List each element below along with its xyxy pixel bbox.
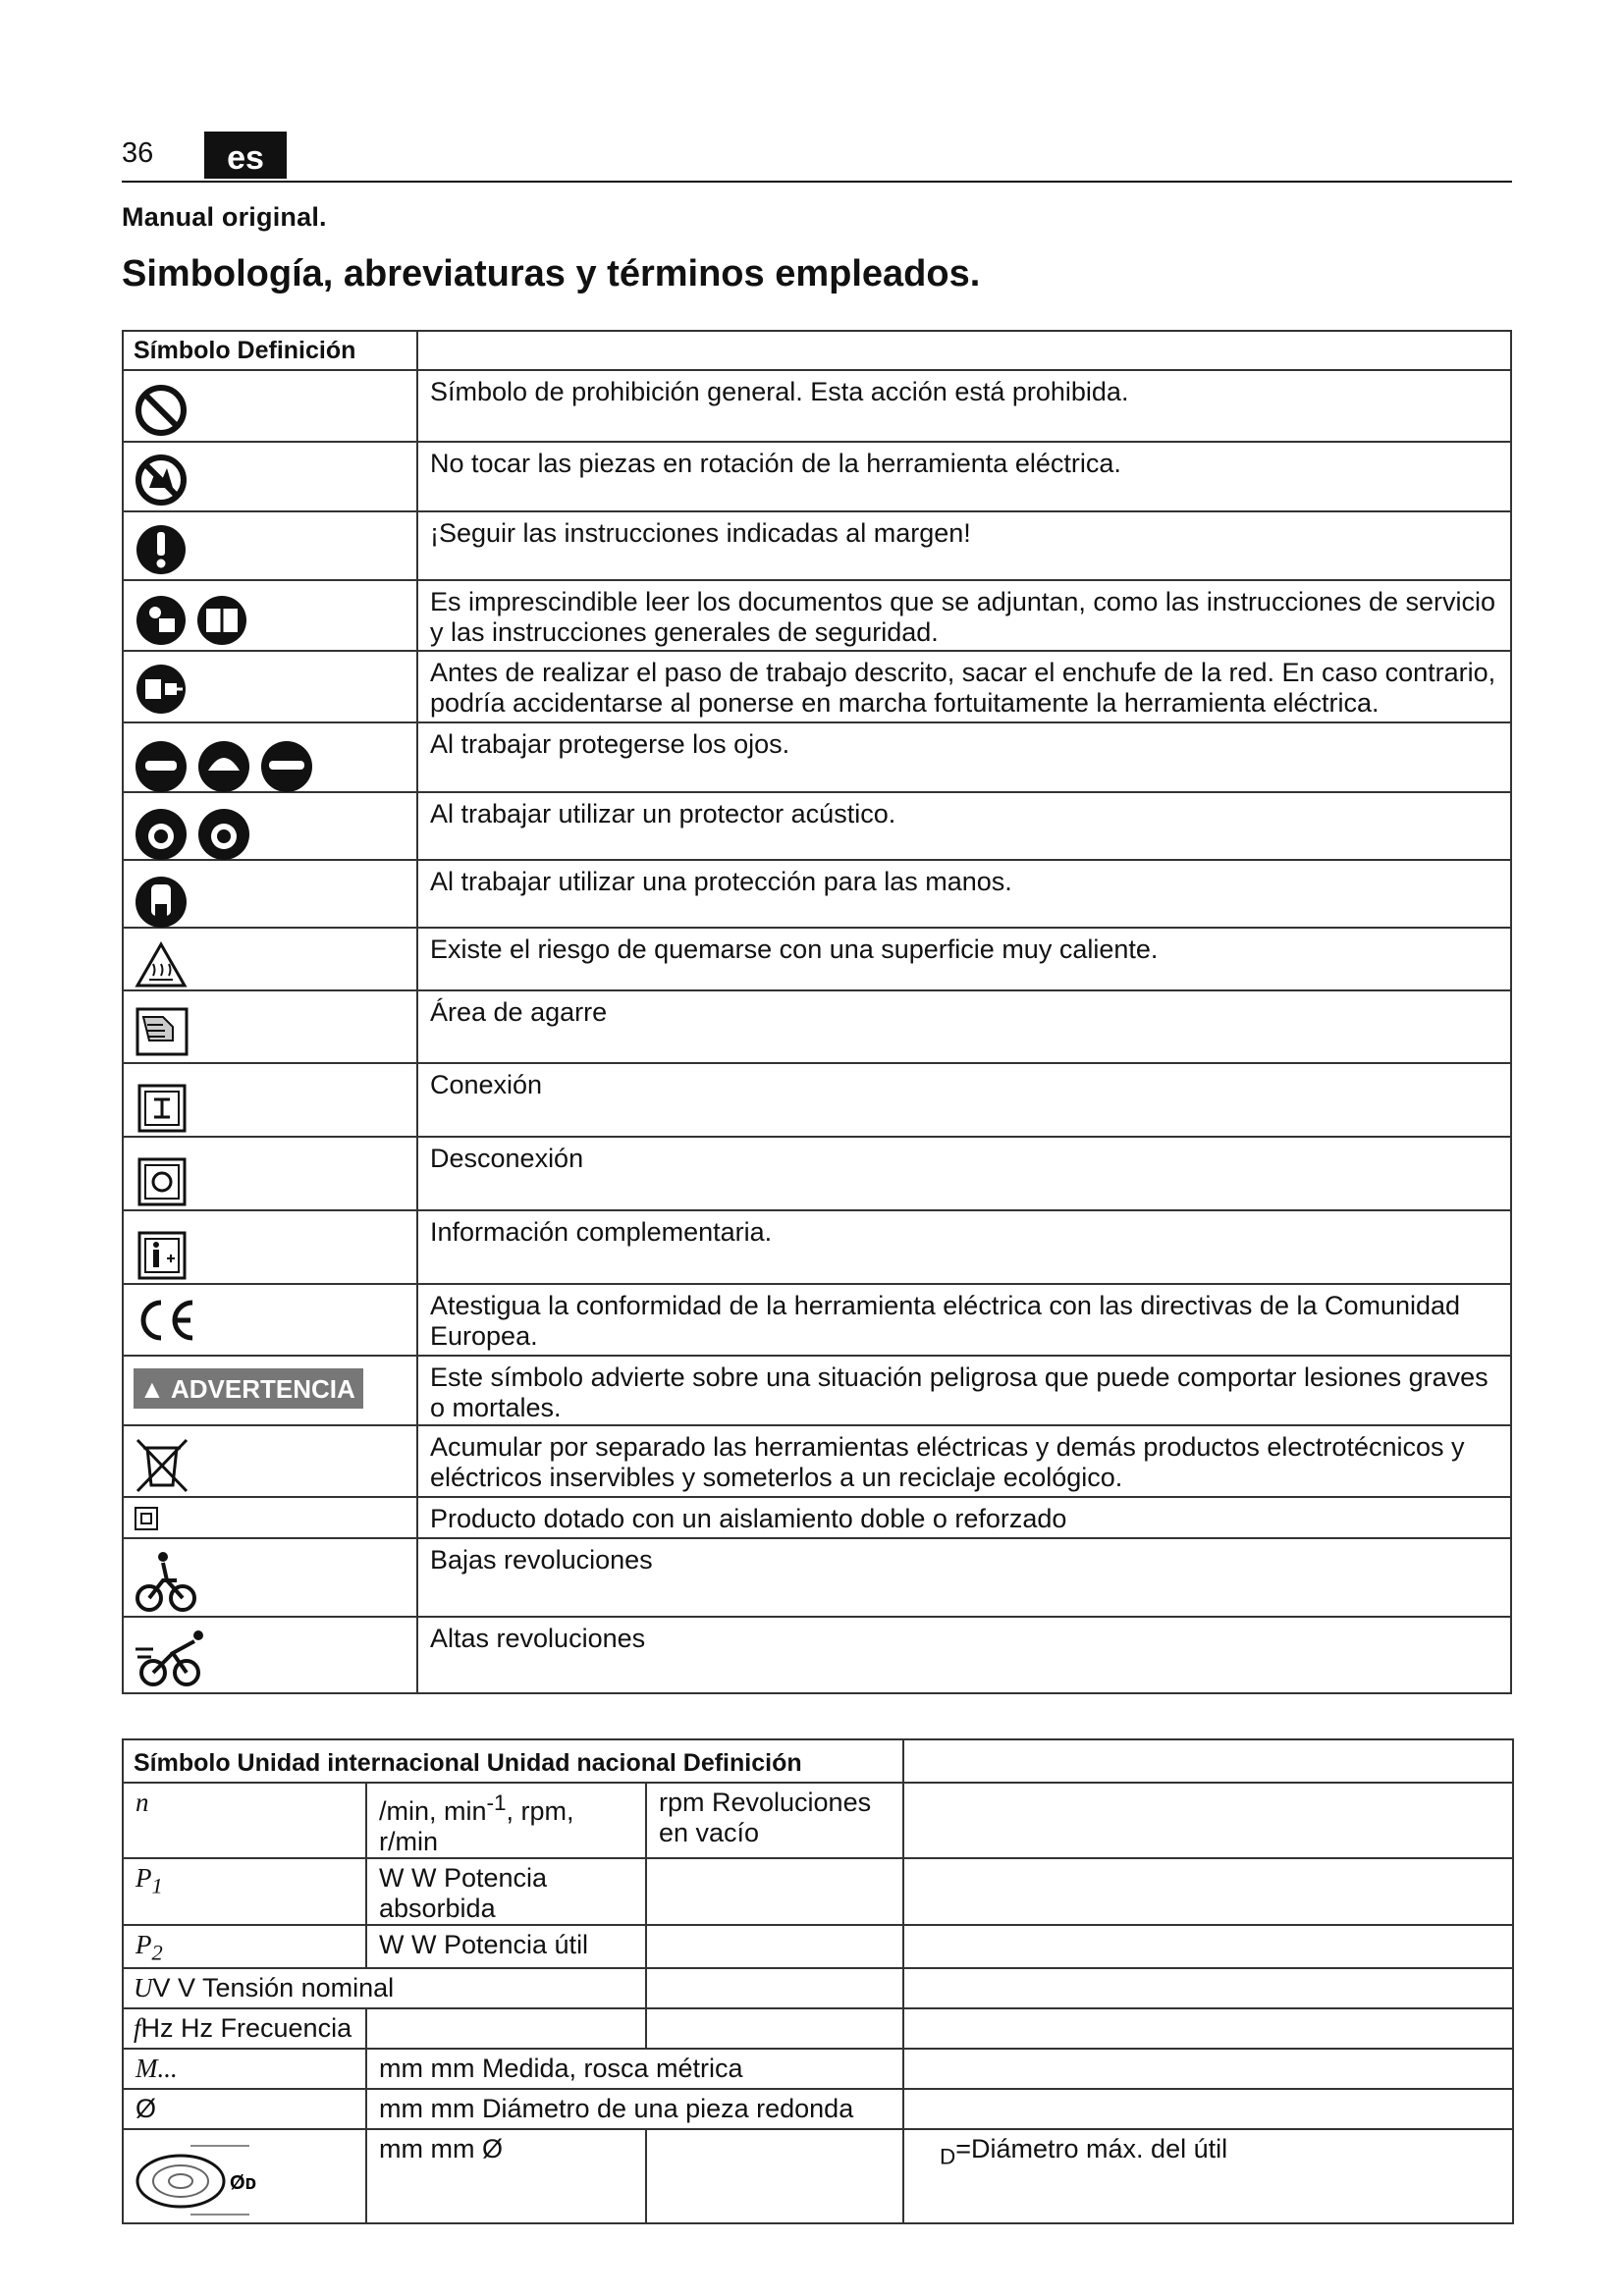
definition: Altas revoluciones (417, 1617, 1511, 1693)
warning-badge-icon (134, 1368, 363, 1409)
language-tag: es (204, 132, 287, 179)
manual-subtitle: Manual original. (122, 202, 327, 232)
symbol-cell: M... (123, 2049, 366, 2089)
definition: ¡Seguir las instrucciones indicadas al margen! (417, 511, 1511, 580)
unit-cell: mm mm Ø (366, 2129, 646, 2223)
definition: No tocar las piezas en rotación de la herramienta eléctrica. (417, 442, 1511, 511)
symbol-cell: Ø (123, 2089, 366, 2129)
disc-diameter-icon (132, 2138, 269, 2216)
table-row (123, 651, 1511, 722)
definition: Conexión (417, 1063, 1511, 1137)
definition: Símbolo de prohibición general. Esta acción está prohibida. (417, 370, 1511, 442)
definition: Desconexión (417, 1137, 1511, 1210)
page-number: 36 (122, 137, 154, 169)
hot-surface-icon (134, 936, 192, 991)
definition: Área de agarre (417, 990, 1511, 1063)
table-row (123, 792, 1511, 860)
table-row (123, 1356, 1511, 1425)
symbol-cell (123, 2129, 366, 2223)
table-row (123, 1425, 1511, 1497)
definition: Antes de realizar el paso de trabajo descrito, sacar el enchufe de la red. En caso contrario, podría accidentarse al ponerse en marcha fortuitamente la herramienta eléctrica. (417, 651, 1511, 722)
unit-cell: W W Potencia absorbida (366, 1858, 646, 1925)
definition-cell: $_D$=Diámetro máx. del útil (903, 2129, 1513, 2223)
definition: Al trabajar utilizar un protector acústico. (417, 792, 1511, 860)
table-row (123, 1497, 1511, 1538)
power-off-icon (134, 1146, 192, 1206)
definition: Al trabajar protegerse los ojos. (417, 722, 1511, 792)
info-plus-icon (134, 1219, 192, 1280)
warning-badge-label: ADVERTENCIA (171, 1374, 355, 1404)
table-row (123, 990, 1511, 1063)
definition: Al trabajar utilizar una protección para las manos. (417, 860, 1511, 928)
unit-cell: mm mm Diámetro de una pieza redonda (366, 2089, 903, 2129)
table-row (123, 1063, 1511, 1137)
grip-area-icon (134, 999, 192, 1060)
low-speed-icon (134, 1547, 202, 1616)
ear-protection-icon (134, 801, 271, 864)
table-row (123, 722, 1511, 792)
table-row (123, 1284, 1511, 1356)
eye-protection-icon (134, 731, 340, 794)
table-row (123, 2129, 1513, 2223)
definition: Acumular por separado las herramientas eléctricas y demás productos electrotécnicos y eléctricos inservibles y someterlos a un reciclaje ecológico. (417, 1425, 1511, 1497)
table-row (123, 1617, 1511, 1693)
double-insulation-icon (134, 1504, 163, 1533)
table-header-row (123, 1739, 1513, 1783)
table-row (123, 1137, 1511, 1210)
table-row (123, 2049, 1513, 2089)
unit-cell: W W Potencia útil (366, 1925, 646, 1968)
definition-cell: rpm Revoluciones en vacío (646, 1783, 903, 1858)
table-row (123, 2008, 1513, 2049)
read-manual-icon (134, 589, 271, 648)
symbols-table (122, 330, 1512, 1694)
prohibition-icon (134, 379, 192, 438)
table-row (123, 442, 1511, 511)
weee-bin-icon (134, 1434, 192, 1495)
definition: Producto dotado con un aislamiento doble o reforzado (417, 1497, 1511, 1538)
symbol-cell: $P_1$ (123, 1858, 366, 1925)
table-row (123, 1925, 1513, 1968)
unit-cell: /min, $\min^{-1}$, rpm, r/min (366, 1783, 646, 1858)
definition: Este símbolo advierte sobre una situación peligrosa que puede comportar lesiones graves o mortales. (417, 1356, 1511, 1425)
table-row (123, 928, 1511, 990)
units-table (122, 1738, 1514, 2224)
table-row (123, 580, 1511, 651)
table-row (123, 1783, 1513, 1858)
power-on-icon (134, 1072, 192, 1133)
do-not-touch-rotating-icon (134, 451, 192, 509)
hand-protection-icon (134, 869, 192, 932)
high-speed-icon (134, 1626, 212, 1690)
symbol-cell: n (123, 1783, 366, 1858)
table-row (123, 1858, 1513, 1925)
warning-triangle-icon: ▲ (139, 1374, 165, 1404)
table-row (123, 370, 1511, 442)
definition: Existe el riesgo de quemarse con una superficie muy caliente. (417, 928, 1511, 990)
ce-mark-icon (134, 1293, 202, 1348)
table-row (123, 2089, 1513, 2129)
table-row (123, 1968, 1513, 2008)
page-title: Simbología, abreviaturas y términos empleados. (122, 253, 981, 294)
definition: Es imprescindible leer los documentos que se adjuntan, como las instrucciones de servicio y las instrucciones generales de seguridad. (417, 580, 1511, 651)
symbol-cell: fHz Hz Frecuencia (123, 2008, 366, 2049)
definition: Bajas revoluciones (417, 1538, 1511, 1617)
definition: Atestigua la conformidad de la herramienta eléctrica con las directivas de la Comunidad Europea. (417, 1284, 1511, 1356)
diameter-label: Øᴅ (230, 2172, 257, 2195)
symbol-cell: $P_2$ (123, 1925, 366, 1968)
table-header: Símbolo Unidad internacional Unidad nacional Definición (123, 1739, 903, 1783)
unit-cell: mm mm Medida, rosca métrica (366, 2049, 903, 2089)
page-header (122, 132, 1512, 183)
table-header: Símbolo Definición (123, 331, 417, 370)
table-row (123, 511, 1511, 580)
table-row (123, 1210, 1511, 1284)
table-header-row (123, 331, 1511, 370)
definition: Información complementaria. (417, 1210, 1511, 1284)
unplug-icon (134, 660, 192, 719)
symbol-cell: UV V Tensión nominal (123, 1968, 646, 2008)
table-row (123, 1538, 1511, 1617)
exclamation-icon (134, 520, 192, 579)
table-row (123, 860, 1511, 928)
